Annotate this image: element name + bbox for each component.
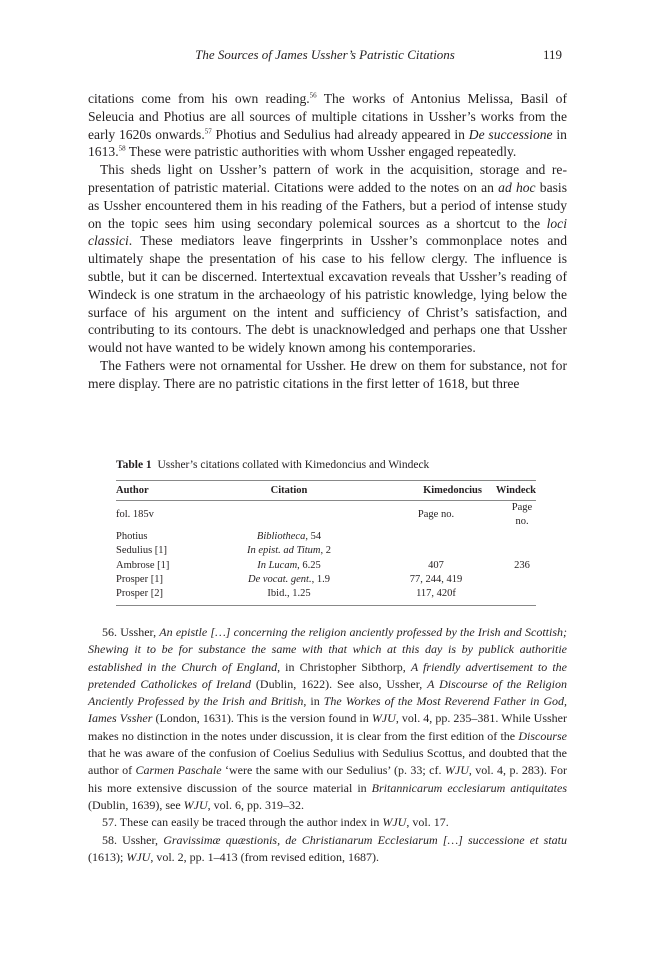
text-span: (Dublin, 1622). See also, Ussher, [251, 676, 428, 691]
italic-title: Gravissimæ quæstionis, de Christianarum Ecclesiarum […] successione et statu [163, 832, 567, 847]
table-row [116, 573, 536, 587]
italic-title: De successione [468, 126, 553, 142]
footnote-57 [88, 814, 567, 831]
text-span: The works of Antonius Melissa, Basil of Seleucia and Photius are all sources of multiple citations in Ussher’s works from the early 1620s onwards. [88, 91, 567, 142]
table-row [116, 587, 536, 605]
italic-title: A friendly advertisement to the pretended Catholickes of Ireland [88, 659, 568, 691]
footnote-56 [88, 624, 567, 814]
cell-citation-ref: , 1.9 [311, 574, 330, 586]
cell-kimedoncius: 117, 420f [354, 587, 488, 605]
cell-author: Ambrose [1] [116, 559, 170, 571]
italic-abbrev: WJU [126, 849, 151, 864]
cell-citation [224, 587, 354, 605]
italic-title: A Discourse of the Religion Anciently Professed by the Irish and British [88, 676, 568, 709]
italic-title: An epistle […] concerning the religion anciently professed by the Irish and Scottish; Shewing it to be for substance the same with that which at this day is by publick authoritie established in the Church of England [88, 625, 567, 674]
cell-windeck: 236 [514, 559, 530, 571]
italic-abbrev: WJU [371, 711, 396, 726]
text-span: citations come from his own reading. [88, 91, 310, 106]
cell-citation-work: In epist. ad Titum [246, 545, 321, 557]
cell-citation-ref: , 54 [305, 530, 322, 542]
text-span: that he was aware of the confusion of Coelius Sedulius with Sedulius Scottus, and doubted that the author of [88, 746, 567, 778]
text-span: , vol. 2, pp. 1–413 (from revised edition, 1687). [150, 849, 379, 864]
paragraph-2 [88, 161, 567, 357]
cell-windeck [488, 530, 536, 544]
citation-table-block [116, 459, 536, 606]
italic-abbrev: WJU [183, 797, 208, 812]
cell-citation [224, 501, 354, 530]
footnotes [88, 624, 567, 866]
cell-citation [224, 530, 354, 544]
cell-citation [224, 573, 354, 587]
text-span: (London, 1631). This is the version found in [152, 711, 372, 726]
text-span: in 1613. [88, 126, 567, 160]
text-span: This sheds light on Ussher’s pattern of work in the acquisition, storage and re-presentation of patristic material. Citations were added to the notes on an [88, 162, 567, 195]
table-row [116, 530, 536, 544]
text-span: 56. Ussher, [102, 625, 160, 639]
header-citation: Citation [270, 485, 308, 496]
cell-citation-work: In Lucam [257, 559, 298, 571]
cell-author: Prosper [1] [116, 574, 163, 586]
running-header: The Sources of James Ussher’s Patristic Citations [195, 47, 455, 62]
cell-windeck [488, 544, 536, 558]
header-windeck: Windeck [495, 485, 536, 496]
cell-kimedoncius [354, 544, 488, 558]
text-span: , vol. 4, p. 283). For his more extensive discussion of the source material in [88, 763, 567, 795]
text-span: . These mediators leave fingerprints in Ussher’s commonplace notes and ultimately shape the presentation of his case to his fellow clergy. The influence is subtle, but it can be discerned. Intertextual excavation reveals that Ussher’s reading of Windeck is one stratum in the archaeology of his patristic knowledge, lying below the surface of his argument on the intent and sufficiency of Christ’s satisfaction, and contributing to its contours. The debt is unacknowledged and perhaps one that Ussher would not have wanted to be widely known among his contemporaries. [88, 233, 567, 356]
text-span: , in Christopher Sibthorp, [277, 659, 411, 674]
table-caption [116, 459, 536, 471]
text-span: (Dublin, 1639), see [88, 797, 184, 812]
cell-kimedoncius: 407 [428, 559, 444, 571]
italic-title: Britannicarum ecclesiarum antiquitates [371, 780, 567, 795]
footnote-ref-58[interactable]: 58 [118, 144, 126, 153]
header-kimedoncius: Kimedoncius [423, 485, 482, 496]
main-text [88, 90, 567, 393]
footnote-ref-57[interactable]: 57 [204, 127, 212, 136]
cell-citation [224, 544, 354, 558]
table-row [116, 559, 536, 573]
italic-term: ad hoc [498, 179, 536, 195]
cell-windeck [488, 573, 536, 587]
text-span: , vol. 6, pp. 319–32. [207, 797, 304, 812]
italic-term: loci classici [88, 215, 567, 249]
cell-citation-ref: , 6.25 [297, 559, 321, 571]
paragraph-1 [88, 90, 567, 161]
cell-author: Photius [116, 530, 148, 542]
cell-citation-work: De vocat. gent. [248, 574, 312, 586]
cell-kimedoncius: Page no. [417, 509, 455, 521]
table-header-row [116, 481, 536, 501]
cell-citation-ref: Ibid., 1.25 [267, 588, 311, 600]
italic-abbrev: WJU [382, 815, 407, 830]
text-span: 58. Ussher, [102, 832, 164, 847]
text-span: ‘were the same with our Sedulius’ (p. 33; cf. [221, 763, 445, 778]
cell-kimedoncius: 77, 244, 419 [409, 574, 463, 586]
cell-kimedoncius [354, 530, 488, 544]
table-row [116, 501, 536, 530]
cell-citation [224, 559, 354, 573]
table-caption-text: Ussher’s citations collated with Kimedoncius and Windeck [157, 459, 430, 471]
cell-author: Sedulius [1] [116, 545, 168, 557]
text-span: , in [303, 694, 324, 709]
italic-title: The Workes of the Most Reverend Father in God, Iames Vssher [88, 694, 567, 726]
text-span: 57. These can easily be traced through the author index in [102, 815, 383, 830]
italic-title: Discourse [518, 728, 567, 743]
citation-table [116, 480, 536, 606]
text-span: basis as Ussher encountered them in his reading of the Fathers, but a period of intense study on the topic sees him using secondary polemical sources as a shortcut to the [88, 179, 567, 231]
page-number: 119 [542, 47, 562, 62]
footnote-ref-56[interactable]: 56 [309, 91, 317, 100]
table-label: Table 1 [116, 459, 152, 471]
text-span: , vol. 4, pp. 235–381. While Ussher makes no distinction in the notes under discussion, it is clear from the first edition of the [88, 711, 568, 743]
cell-author: Prosper [2] [116, 587, 224, 605]
text-span: (1613); [88, 849, 127, 864]
table-row [116, 544, 536, 558]
text-span: Photius and Sedulius had already appeared in [211, 126, 469, 142]
italic-abbrev: WJU [444, 763, 469, 778]
cell-citation-ref: , 2 [320, 545, 331, 557]
cell-author: fol. 185v [116, 509, 154, 521]
cell-windeck [488, 587, 536, 605]
header-author: Author [116, 485, 149, 496]
text-span: , vol. 17. [406, 815, 449, 830]
italic-title: Carmen Paschale [135, 763, 222, 778]
paragraph-3: The Fathers were not ornamental for Ussher. He drew on them for substance, not for mere display. There are no patristic citations in the first letter of 1618, but three [88, 357, 567, 391]
cell-windeck: Page no. [511, 502, 533, 528]
text-span: These were patristic authorities with whom Ussher engaged repeatedly. [125, 144, 517, 160]
cell-citation-work: Bibliotheca [256, 530, 306, 542]
footnote-58 [88, 832, 567, 867]
